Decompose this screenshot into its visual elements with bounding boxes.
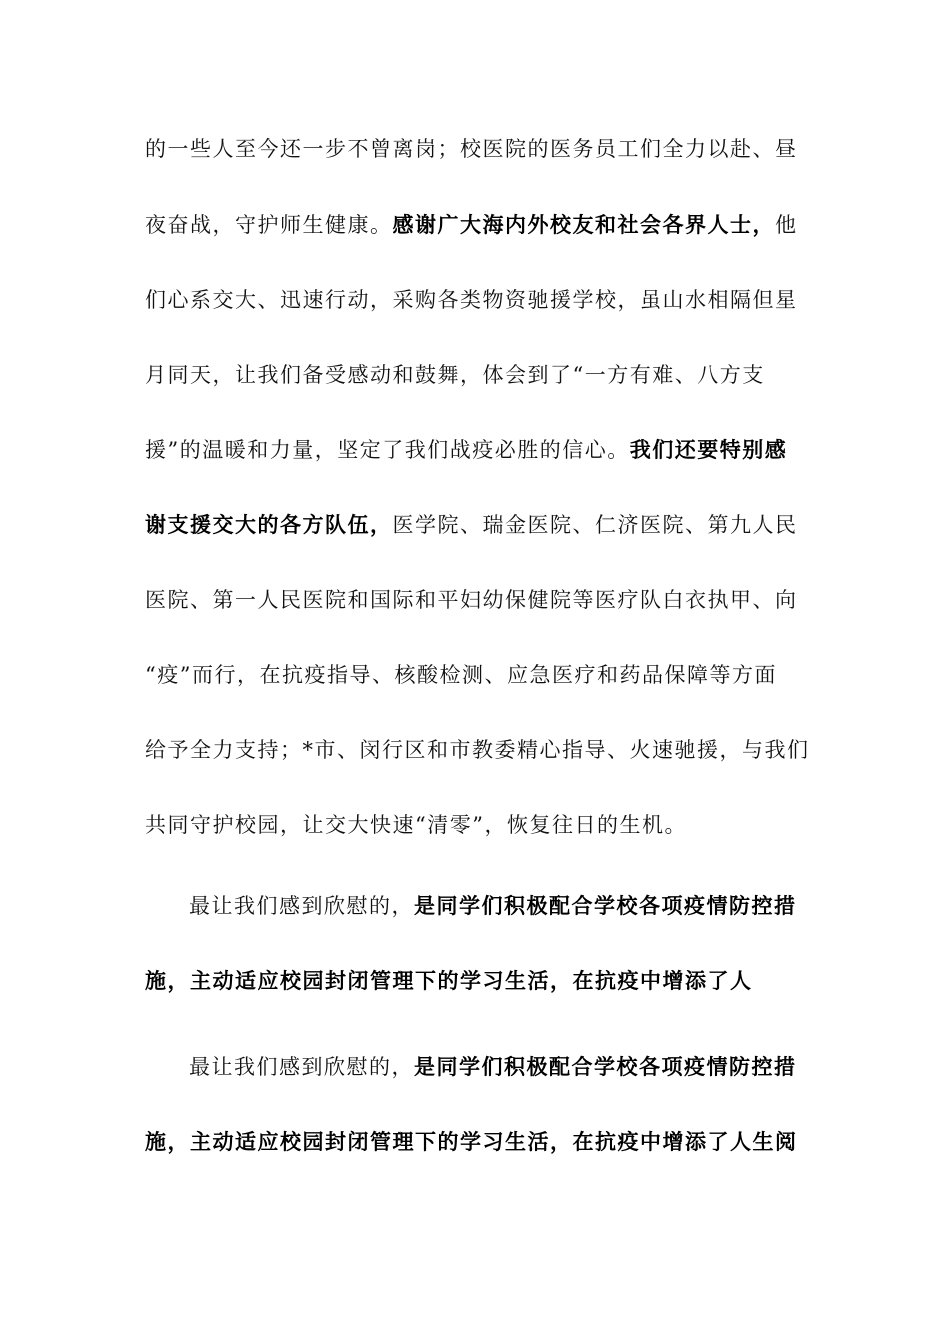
text-line — [189, 891, 797, 921]
text-segment: 月同天，让我们备受感动和鼓舞，体会到了“一方有难、八方支 — [145, 363, 765, 387]
text-segment: 医学院、瑞金医院、仁济医院、第九人民 — [392, 513, 798, 537]
text-line — [145, 810, 687, 840]
text-line — [145, 966, 753, 996]
text-segment: 最让我们感到欣慰的， — [189, 1055, 414, 1079]
text-segment: 共同守护校园，让交大快速“清零”，恢复往日的生机。 — [145, 813, 687, 837]
text-segment: 夜奋战，守护师生健康。 — [145, 213, 393, 237]
text-segment: 们心系交大、迅速行动，采购各类物资驰援学校，虽山水相隔但星 — [145, 288, 798, 312]
bold-text-segment: 施，主动适应校园封闭管理下的学习生活，在抗疫中增添了人生阅 — [145, 1130, 798, 1154]
bold-text-segment: 是同学们积极配合学校各项疫情防控措 — [414, 894, 797, 918]
text-segment: 援”的温暖和力量，坚定了我们战疫必胜的信心。 — [145, 438, 630, 462]
text-segment: 给予全力支持；*市、闵行区和市教委精心指导、火速驰援，与我们 — [145, 738, 810, 762]
text-line — [145, 435, 787, 465]
text-line — [145, 510, 798, 540]
text-line — [189, 1052, 797, 1082]
text-line — [145, 735, 810, 765]
bold-text-segment: 谢支援交大的各方队伍， — [145, 513, 393, 537]
bold-text-segment: 施，主动适应校园封闭管理下的学习生活，在抗疫中增添了人 — [145, 969, 753, 993]
text-line — [145, 660, 777, 690]
text-segment: 的一些人至今还一步不曾离岗；校医院的医务员工们全力以赴、昼 — [145, 137, 798, 161]
text-segment: 医院、第一人民医院和国际和平妇幼保健院等医疗队白衣执甲、向 — [145, 588, 798, 612]
text-line — [145, 585, 798, 615]
text-line — [145, 360, 765, 390]
text-segment: “疫”而行，在抗疫指导、核酸检测、应急医疗和药品保障等方面 — [145, 663, 777, 687]
text-line — [145, 285, 798, 315]
text-line — [145, 210, 798, 240]
text-segment: 他 — [775, 213, 798, 237]
bold-text-segment: 是同学们积极配合学校各项疫情防控措 — [414, 1055, 797, 1079]
bold-text-segment: 我们还要特别感 — [629, 438, 788, 462]
bold-text-segment: 感谢广大海内外校友和社会各界人士， — [392, 213, 775, 237]
text-line — [145, 134, 798, 164]
text-segment: 最让我们感到欣慰的， — [189, 894, 414, 918]
text-line — [145, 1127, 798, 1157]
